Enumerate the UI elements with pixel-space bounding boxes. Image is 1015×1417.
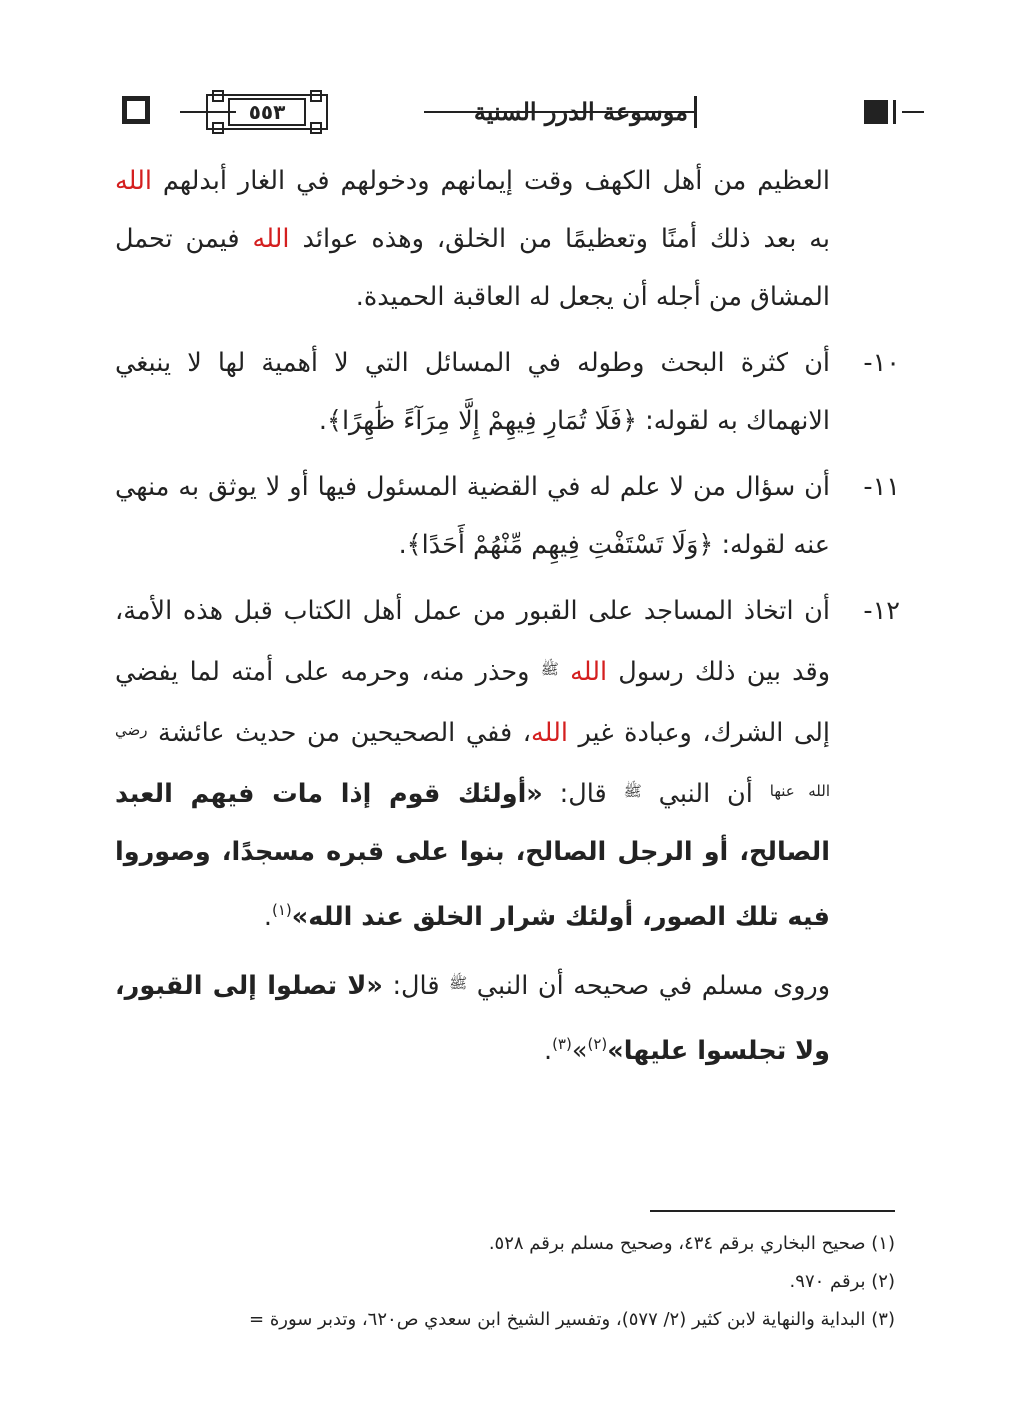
- page-header: [122, 92, 892, 132]
- footnote: (٢) برقم ٩٧٠.: [789, 1271, 895, 1292]
- honorific: رضي الله عنها: [115, 721, 831, 800]
- header-square-ornament: [122, 96, 150, 124]
- footnote: (٣) البداية والنهاية لابن كثير (٢/ ٥٧٧)، وتفسير الشيخ ابن سعدي ص٦٢٠، وتدبر سورة =: [249, 1309, 895, 1330]
- divine-name: الله: [252, 224, 290, 254]
- text-run: أن سؤال من لا علم له في القضية المسئول فيها أو لا يوثق به منهي عنه لقوله:: [115, 472, 830, 560]
- item-number: ١٢-: [863, 596, 900, 626]
- hadith-quote: «لا تصلوا إلى القبور، ولا تجلسوا عليها»: [115, 971, 830, 1066]
- footnotes: [100, 1225, 895, 1339]
- honorific: ﷺ: [540, 660, 559, 678]
- book-title: موسوعة الدرر السنية: [473, 97, 688, 126]
- text-run: فيمن تحمل المشاق من أجله أن يجعل له: [115, 224, 830, 312]
- text-run: أن اتخاذ المساجد على القبور من عمل أهل الكتاب قبل هذه الأمة، وقد بين ذلك رسول: [115, 596, 831, 687]
- honorific: ﷺ: [449, 974, 468, 992]
- intro-paragraph: [115, 152, 900, 326]
- text-run: قال:: [559, 779, 607, 809]
- item-number: ١١-: [863, 472, 900, 502]
- honorific: ﷺ: [623, 782, 642, 800]
- final-paragraph: وروى مسلم في صحيحه أن النبي $^ﷺ$ قال: «لا تصلوا إلى القبور، ولا تجلسوا عليها»$^{(٢)}$»$^{(٣)}$.: [115, 971, 831, 1066]
- list-item: ١١- أن سؤال من لا علم له في القضية المسئول فيها أو لا يوثق به منهي عنه لقوله: ﴿وَلَا تَسْتَفْتِ فِيهِم مِّنْهُمْ أَحَدًا﴾.: [115, 458, 900, 574]
- header-divider: [893, 100, 896, 124]
- quran-verse: ﴿وَلَا تَسْتَفْتِ فِيهِم مِّنْهُمْ أَحَدًا﴾: [406, 530, 714, 560]
- footnote-ref[interactable]: (١): [271, 901, 292, 919]
- footnote-ref[interactable]: (٣): [552, 1035, 572, 1053]
- text-run: أبدلهم: [162, 166, 227, 196]
- frame-corner-ornament: [212, 90, 224, 102]
- footnote-ref[interactable]: (٢): [587, 1035, 608, 1053]
- text-run: قال:: [392, 971, 440, 1001]
- page-number: ٥٥٣: [228, 98, 306, 126]
- frame-corner-ornament: [212, 122, 224, 134]
- text-run: العظيم من أهل الكهف وقت إيمانهم ودخولهم في الغار: [237, 166, 830, 196]
- main-text: [115, 152, 900, 1080]
- quran-verse: ﴿فَلَا تُمَارِ فِيهِمْ إِلَّا مِرَآءً ظَٰهِرًا﴾: [327, 406, 638, 436]
- footnote-separator: [650, 1210, 895, 1212]
- item-number: ١٠-: [863, 348, 900, 378]
- page-number-box: [206, 94, 328, 130]
- quote-mark: »: [571, 1036, 588, 1066]
- text-run: أن كثرة البحث وطوله في المسائل التي لا أهمية لها لا ينبغي الانهماك به لقوله:: [115, 348, 830, 436]
- text-run: ، ففي الصحيحين من حديث عائشة: [158, 718, 531, 748]
- header-rule: [902, 111, 924, 113]
- text-run: عوائد: [302, 224, 359, 254]
- frame-corner-ornament: [310, 122, 322, 134]
- frame-corner-ornament: [310, 90, 322, 102]
- header-square-ornament: [864, 100, 888, 124]
- divine-name: الله: [530, 718, 568, 748]
- list-item: ١٠- أن كثرة البحث وطوله في المسائل التي لا أهمية لها لا ينبغي الانهماك به لقوله: ﴿فَلَا تُمَارِ فِيهِمْ إِلَّا مِرَآءً ظَٰهِرًا﴾.: [115, 334, 900, 450]
- text-run: وروى مسلم في صحيحه أن النبي: [476, 971, 831, 1001]
- text-run: أن النبي: [658, 779, 753, 809]
- divine-name: الله: [570, 657, 608, 687]
- footnote: (١) صحيح البخاري برقم ٤٣٤، وصحيح مسلم برقم ٥٢٨.: [488, 1233, 895, 1254]
- header-divider: [694, 96, 697, 128]
- text-run: به بعد ذلك أمنًا وتعظيمًا من الخلق، وهذه: [371, 224, 831, 254]
- text-run: وحذر منه، وحرمه على أمته لما يفضي إلى الشرك، وعبادة غير: [115, 657, 830, 748]
- list-item: ١٢- أن اتخاذ المساجد على القبور من عمل أهل الكتاب قبل هذه الأمة، وقد بين ذلك رسول الله $^ﷺ$ وحذر منه، وحرمه على أمته لما يفضي إلى الشرك، وعبادة غير الله، ففي الصحيحين من حديث عائشة $^{رضي الله عنها}$ أن النبي $^ﷺ$ قال: «أولئك قوم إذا مات فيهم العبد الصالح، أو الرجل الصالح، بنوا على قبره مسجدًا، وصوروا فيه تلك الصور، أولئك شرار الخلق عند الله»$^{(١)}$.: [115, 582, 900, 946]
- text-run: العاقبة الحميدة.: [355, 282, 521, 312]
- divine-name: الله: [115, 166, 152, 196]
- hadith-quote: «أولئك قوم إذا مات فيهم العبد الصالح، أو الرجل الصالح، بنوا على قبره مسجدًا، وصوروا فيه تلك الصور، أولئك شرار الخلق عند الله»: [115, 779, 830, 932]
